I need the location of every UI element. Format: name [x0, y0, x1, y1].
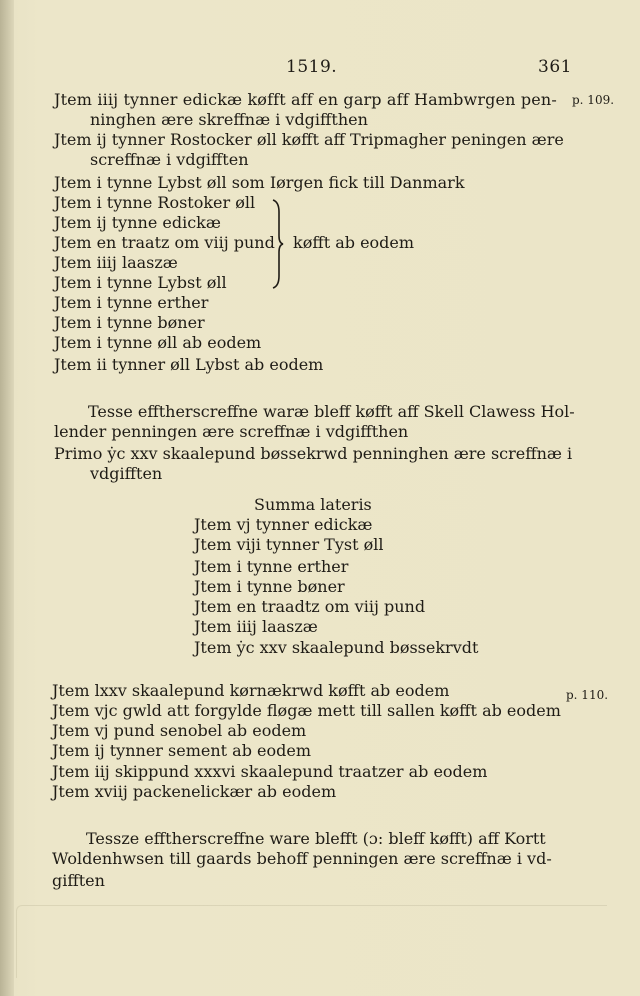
page-number: 361 [538, 57, 572, 77]
text-line: Jtem ii tynner øll Lybst ab eodem [54, 355, 324, 374]
summa-heading: Summa lateris [254, 495, 372, 514]
text-line: Jtem i tynne bøner [54, 313, 205, 332]
group-item: Jtem i tynne Lybst øll [54, 273, 227, 292]
margin-note: p. 110. [566, 688, 609, 702]
summa-item: Jtem i tynne bøner [194, 577, 345, 596]
brace-label: køfft ab eodem [293, 233, 415, 252]
text-line: Woldenhwsen till gaards behoff penningen ære screffnæ i vd- [52, 849, 552, 868]
page-edge-shadow [0, 0, 14, 996]
text-line: screffnæ i vdgifften [90, 150, 249, 169]
text-line: gifften [52, 871, 105, 890]
brace-icon [270, 198, 284, 290]
group-item: Jtem iiij laaszæ [54, 253, 178, 272]
text-line: Jtem iij skippund xxxvi skaalepund traatzer ab eodem [52, 762, 488, 781]
text-line: Jtem xviij packenelickær ab eodem [52, 782, 337, 801]
text-line: vdgifften [90, 464, 163, 483]
text-line: Primo ẏc xxv skaalepund bøssekrwd penninghen ære screffnæ i [54, 444, 573, 463]
text-line: Jtem ij tynner Rostocker øll køfft aff Tripmagher peningen ære [54, 130, 564, 149]
group-item: Jtem en traatz om viij pund [54, 233, 275, 252]
text-line: Jtem i tynne øll ab eodem [54, 333, 262, 352]
summa-item: Jtem en traadtz om viij pund [194, 597, 426, 616]
text-line: lender penningen ære screffnæ i vdgiffthen [54, 422, 409, 441]
summa-item: Jtem iiij laaszæ [194, 617, 318, 636]
summa-item: Jtem ẏc xxv skaalepund bøssekrvdt [194, 638, 479, 657]
text-line: Jtem vj pund senobel ab eodem [52, 721, 307, 740]
text-line: Jtem iiij tynner edickæ køfft aff en garp aff Hambwrgen pen- [54, 90, 557, 109]
text-line: Jtem i tynne erther [54, 293, 209, 312]
text-line: Jtem lxxv skaalepund kørnækrwd køfft ab eodem [52, 681, 450, 700]
page-fold-mark [16, 905, 607, 978]
page-year: 1519. [286, 57, 338, 77]
summa-item: Jtem vj tynner edickæ [194, 515, 373, 534]
text-line: Tessze efftherscreffne ware blefft (ɔ: bleff køfft) aff Kortt [86, 829, 546, 848]
margin-note: p. 109. [572, 93, 615, 107]
text-line: Jtem i tynne Lybst øll som Iørgen fick till Danmark [54, 173, 465, 192]
text-line: Jtem vjc gwld att forgylde fløgæ mett till sallen køfft ab eodem [52, 701, 561, 720]
group-item: Jtem i tynne Rostoker øll [54, 193, 256, 212]
text-line: Jtem ij tynner sement ab eodem [52, 741, 312, 760]
group-item: Jtem ij tynne edickæ [54, 213, 221, 232]
text-line: ninghen ære skreffnæ i vdgiffthen [90, 110, 368, 129]
summa-item: Jtem i tynne erther [194, 557, 349, 576]
text-line: Tesse efftherscreffne waræ bleff køfft aff Skell Clawess Hol- [88, 402, 575, 421]
summa-item: Jtem viji tynner Tyst øll [194, 535, 384, 554]
